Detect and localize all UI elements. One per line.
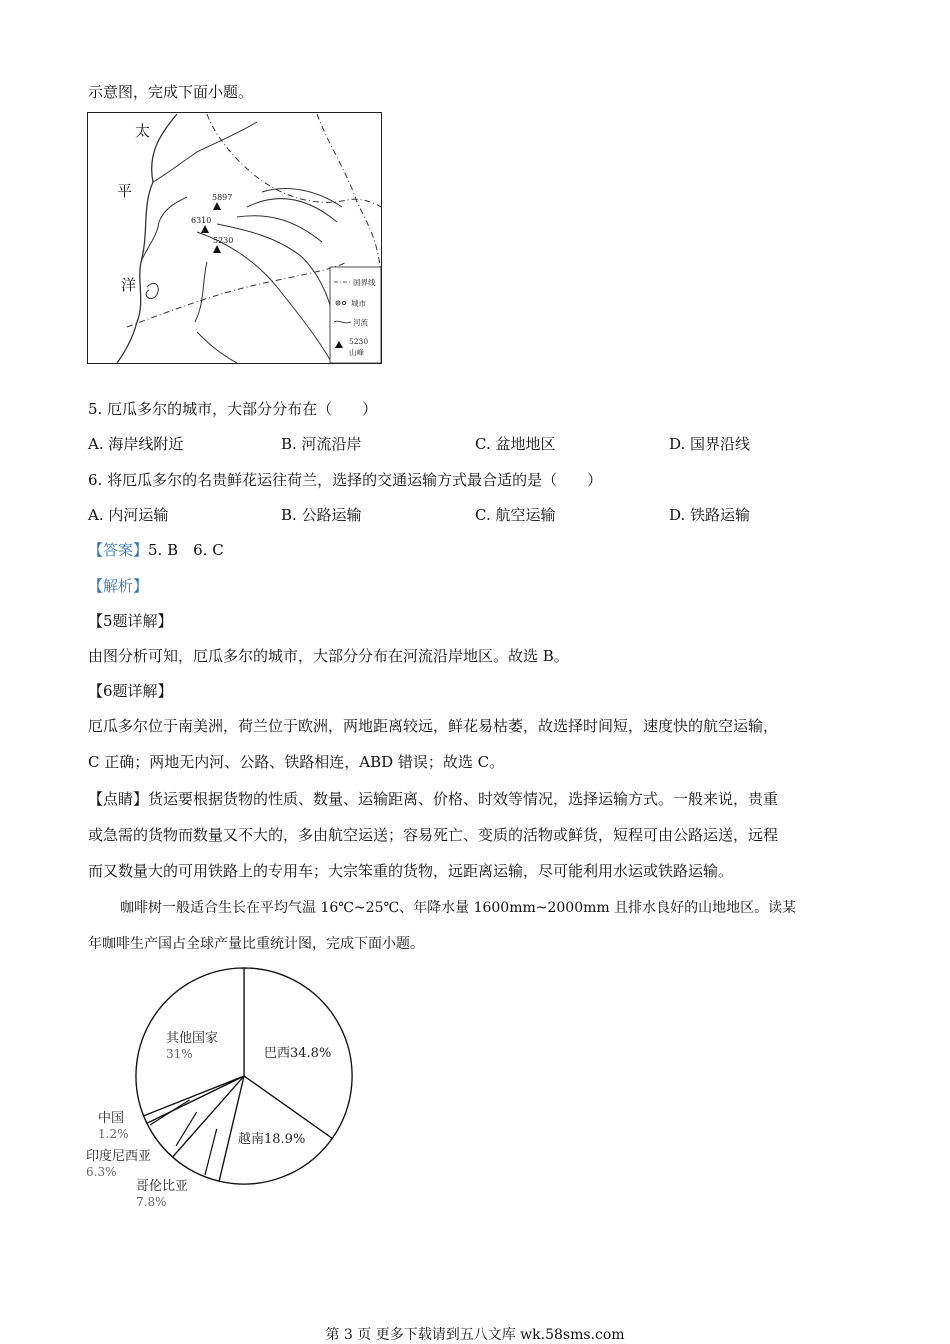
tip-line: 【点睛】货运要根据货物的性质、数量、运输距离、价格、时效等情况，选择运输方式。一般来说，贵重 bbox=[88, 790, 779, 808]
q5-option-d: D. 国界沿线 bbox=[669, 435, 751, 453]
q6-detail-line: 厄瓜多尔位于南美洲，荷兰位于欧洲，两地距离较远，鲜花易枯萎，故选择时间短，速度快的航空运输， bbox=[88, 717, 779, 735]
svg-text:5230: 5230 bbox=[349, 337, 369, 346]
pie-label-name: 越南18.9% bbox=[238, 1132, 306, 1147]
coffee-pie-chart bbox=[80, 965, 380, 1215]
coffee-line: 咖啡树一般适合生长在平均气温 16℃~25℃、年降水量 1600mm~2000mm 且排水良好的山地地区。读某 bbox=[120, 900, 797, 916]
map-legend bbox=[330, 267, 381, 363]
q5-option-c: C. 盆地地区 bbox=[475, 435, 556, 453]
pie-label-value: 1.2% bbox=[98, 1127, 129, 1141]
q5-text: 5. 厄瓜多尔的城市，大部分分布在（ ） bbox=[88, 400, 378, 418]
q6-detail-line: C 正确；两地无内河、公路、铁路相连，ABD 错误；故选 C。 bbox=[88, 753, 505, 771]
pie-label-name: 印度尼西亚 bbox=[86, 1149, 152, 1164]
pie-label-name: 哥伦比亚 bbox=[136, 1179, 189, 1194]
coffee-line: 年咖啡生产国占全球产量比重统计图，完成下面小题。 bbox=[88, 936, 424, 952]
pie-label-value: 31% bbox=[166, 1047, 193, 1061]
ocean-char: 平 bbox=[117, 182, 133, 200]
q6-option-b: B. 公路运输 bbox=[281, 506, 362, 524]
svg-text:山峰: 山峰 bbox=[349, 348, 364, 357]
q6-detail-heading: 【6题详解】 bbox=[88, 682, 173, 700]
q5-option-a: A. 海岸线附近 bbox=[88, 435, 184, 453]
tip-line: 或急需的货物而数量又不大的，多由航空运送；容易死亡、变质的活物或鲜货，短程可由公路运送，远程 bbox=[88, 826, 779, 844]
ecuador-map bbox=[87, 112, 382, 364]
q6-text: 6. 将厄瓜多尔的名贵鲜花运往荷兰，选择的交通运输方式最合适的是（ ） bbox=[88, 471, 603, 489]
tip-label: 【点睛】 bbox=[88, 790, 149, 808]
q6-option-d: D. 铁路运输 bbox=[669, 506, 751, 524]
peak-label: 5897 bbox=[212, 193, 233, 202]
q5-detail-heading: 【5题详解】 bbox=[88, 612, 173, 630]
ocean-char: 洋 bbox=[121, 276, 137, 294]
q6-option-c: C. 航空运输 bbox=[475, 506, 556, 524]
answer-line bbox=[88, 540, 224, 560]
svg-text:城市: 城市 bbox=[351, 299, 366, 308]
svg-text:河流: 河流 bbox=[353, 318, 368, 327]
page-footer: 第 3 页 更多下载请到五八文库 wk.58sms.com bbox=[325, 1327, 625, 1343]
peak-label: 5230 bbox=[213, 236, 234, 245]
q5-detail-text: 由图分析可知，厄瓜多尔的城市，大部分分布在河流沿岸地区。故选 B。 bbox=[88, 647, 569, 665]
svg-text:国界线: 国界线 bbox=[353, 278, 376, 287]
peak-label: 6310 bbox=[191, 216, 212, 225]
pie-label-value: 6.3% bbox=[86, 1165, 117, 1179]
ocean-char: 太 bbox=[135, 122, 151, 140]
q5-option-b: B. 河流沿岸 bbox=[281, 435, 362, 453]
answer-label: 【答案】 bbox=[88, 541, 149, 559]
pie-label-name: 巴西34.8% bbox=[264, 1046, 332, 1061]
intro-line: 示意图，完成下面小题。 bbox=[88, 83, 254, 101]
pie-label-name: 中国 bbox=[98, 1111, 125, 1126]
pie-label-value: 7.8% bbox=[136, 1195, 167, 1209]
q6-option-a: A. 内河运输 bbox=[88, 506, 169, 524]
tip-line: 而又数量大的可用铁路上的专用车；大宗笨重的货物，远距离运输，尽可能利用水运或铁路运输。 bbox=[88, 862, 734, 880]
pie-label-name: 其他国家 bbox=[166, 1031, 219, 1046]
analysis-label: 【解析】 bbox=[88, 577, 149, 595]
answer-value: 5. B 6. C bbox=[148, 541, 224, 559]
